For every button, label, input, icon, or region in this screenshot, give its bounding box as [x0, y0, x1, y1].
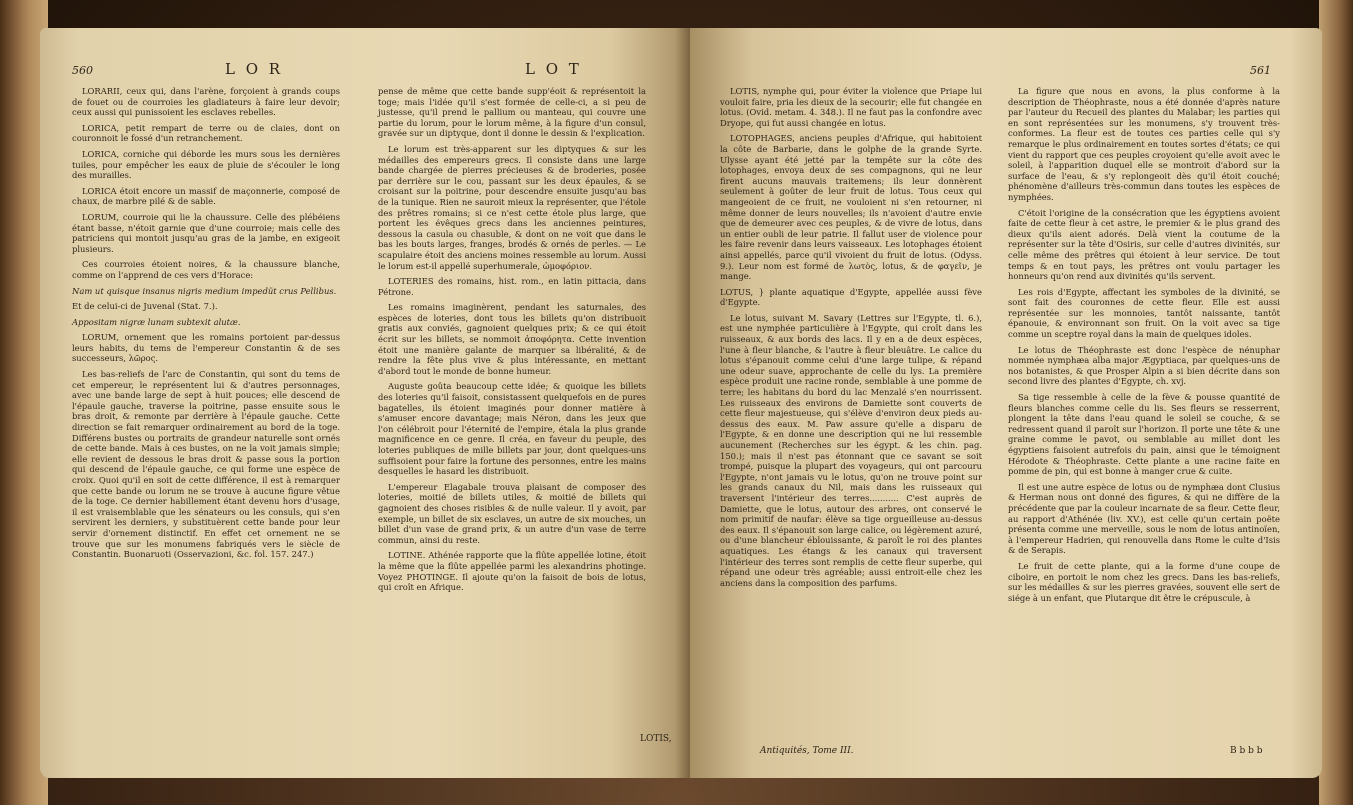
paragraph: Ces courroies étoient noires, & la chaussure blanche, comme on l'apprend de ces vers d'Horace:	[72, 259, 340, 280]
paragraph: Le lotus, suivant M. Savary (Lettres sur l'Egypte, tl. 6.), est une nymphée particulière à l'Egypte, qui croît dans les ruisseaux, & aux bords des lacs. Il y en a de deux espèces, l'une à fleur blanche, & l'autre à fleur bleuâtre. Le calice du lotus s'épanouit comme celui d'une large tulipe, & répand une odeur suave, approchante de celle du lys. La première espèce produit une racine ronde, semblable à une pomme de terre; les habitans du bord du lac Menzalé s'en nourrissent. Les ruisseaux des environs de Damiette sont couverts de cette fleur majestueuse, qui s'élève d'environ deux pieds au-dessus des eaux. M. Paw assure qu'elle a disparu de l'Egypte, & en donne une description qui ne lui ressemble aucunement (Recherches sur les égypt. & les chin. pag. 150.); mais il n'est pas étonnant que ce savant se soit trompé, puisque la plupart des voyageurs, qui ont parcouru l'Egypte, n'ont jamais vu le lotus, qu'on ne trouve point sur les grands canaux du Nil, mais dans les ruisseaux qui traversent l'intérieur des terres........... C'est auprès de Damiette, que le lotus, autour des arbres, ont conservé le nom primitif de naufar: élève sa tige orgueilleuse au-dessus des eaux. Il s'épanouit son large calice, ou légèrement azuré, ou d'une blancheur éblouissante, & paroît le roi des plantes aquatiques. Les étangs & les canaux qui traversent l'intérieur des terres sont remplis de cette fleur superbe, qui répand une odeur très agréable; aussi entroit-elle chez les anciens dans la composition des parfums.	[720, 312, 982, 588]
left-running-head-right: L O T	[525, 60, 582, 78]
left-page-number: 560	[72, 64, 93, 77]
paragraph: C'étoit l'origine de la consécration que les égyptiens avoient faite de cette fleur à cet astre, le premier & le plus grand des dieux qu'ils aient adorés. Delà vient la coutume de la représenter sur la tête d'Osiris, sur celle d'autres divinités, sur celle même des prêtres qui étoient à leur service. De tout temps & en tout pays, les prêtres ont voulu partager les honneurs qu'on rend aux divinités qu'ils servent.	[1008, 207, 1280, 282]
paragraph: Les rois d'Egypte, affectant les symboles de la divinité, se sont fait des couronnes de cette fleur. Elle est aussi représentée sur les monnoies, tantôt naissante, tantôt épanouie, & environnant son fruit. On la voit avec sa tige comme un sceptre royal dans la main de quelques idoles.	[1008, 286, 1280, 340]
paragraph: Sa tige ressemble à celle de la fève & pousse quantité de fleurs blanches comme celle du lis. Ses fleurs se resserrent, plongent la tête dans l'eau quand le soleil se couche, & se redressent quand il paroît sur l'horizon. Il porte une tête & une graine comme le pavot, ou semblable au millet dont les égyptiens faisoient autrefois du pain, ainsi que le témoignent Hérodote & Théophraste. Cette plante a une racine faite en pomme de pin, qui est bonne à manger crue & cuite.	[1008, 392, 1280, 477]
right-catchword: B b b b	[1230, 746, 1263, 756]
paragraph: LORARII, ceux qui, dans l'arène, forçoient à grands coups de fouet ou de courroies les gladiateurs à faire leur devoir; ceux aussi qui punissoient les esclaves rebelles.	[72, 86, 340, 118]
left-catchword: LOTIS,	[640, 734, 672, 744]
signature-line: Antiquités, Tome III.	[760, 746, 854, 756]
quotation: Nam ut quisque insanus nigris medium impedüt crus Pellibus.	[72, 285, 337, 296]
paragraph: LOTUS, } plante aquatique d'Egypte, appellée aussi fève d'Egypte.	[720, 286, 982, 308]
paragraph: LOTERIES des romains, hist. rom., en latin pittacia, dans Pétrone.	[378, 276, 646, 297]
right-column-1	[720, 86, 982, 593]
paragraph: Le fruit de cette plante, qui a la forme d'une coupe de ciboire, en portoit le nom chez les grecs. Dans les bas-reliefs, sur les médailles & sur les pierres gravées, souvent elle sert de siége à un enfant, que Plutarque dit être le crépuscule, à	[1008, 560, 1280, 603]
paragraph: LORUM, ornement que les romains portoient par-dessus leurs habits, du tems de l'empereur Constantin & de ses successeurs, λῶρος.	[72, 332, 340, 364]
right-column-2	[1008, 86, 1280, 608]
left-running-head: L O R	[225, 60, 284, 78]
paragraph: Auguste goûta beaucoup cette idée; & quoique les billets des loteries qu'il faisoit, consistassent quelquefois en de pures bagatelles, ils étoient imaginés pour donner matière à s'amuser encore davantage; mais Néron, dans les jeux que l'on célébroit pour l'éternité de l'empire, étala la plus grande magnificence en ce genre. Il créa, en faveur du peuple, des loteries publiques de mille billets par jour, dont quelques-uns suffisoient pour faire la fortune des personnes, entre les mains desquelles le hasard les distribuoit.	[378, 381, 646, 477]
paragraph: Les bas-reliefs de l'arc de Constantin, qui sont du tems de cet empereur, le représentent lui & d'autres personnages, avec une bande large de sept à huit pouces; elle descend de l'épaule gauche, traverse la poitrine, passe ensuite sous le bras droit, & remonte par derrière à l'épaule gauche. Cette direction se fait remarquer ordinairement au bord de la toge. Différens bustes ou portraits de grandeur naturelle sont ornés de cette bande. Mais à ces bustes, on ne la voit jamais simple; elle revient de dessous le bras droit & passe sous la portion qui descend de l'épaule gauche, ce qui forme une espèce de croix. Quoi qu'il en soit de cette différence, il est à remarquer que cette bande ou lorum ne se trouve à aucune figure vêtue de la toge. Ce dernier habillement étant devenu hors d'usage, il est vraisemblable que les sénateurs ou les consuls, qui s'en servirent les derniers, y substituèrent cette bande pour leur servir d'ornement distinctif. En effet cet ornement ne se trouve que sur les monumens fabriqués vers le siècle de Constantin. Buonaruoti (Osservazioni, &c. fol. 157. 247.)	[72, 369, 340, 560]
paragraph: LORICA, corniche qui déborde les murs sous les dernières tuiles, pour empêcher les eaux de pluie de s'écouler le long des murailles.	[72, 148, 340, 181]
paragraph: pense de même que cette bande supp'éoit & représentoit la toge; mais l'idée qu'il s'est formée de celle-ci, a si peu de justesse, qu'il prend le pallium ou manteau, qui couvre une partie du lorum, pour le lorum même, à la figure d'un consul, gravée sur un diptyque, dont il donne le dessin & l'explication.	[378, 86, 646, 139]
paragraph: LOTINE. Athénée rapporte que la flûte appellée lotine, étoit la même que la flûte appellée parmi les alexandrins photinge. Voyez PHOTINGE. Il ajoute qu'on la faisoit de bois de lotus, qui croît en Afrique.	[378, 550, 646, 593]
paragraph: LORICA, petit rempart de terre ou de claies, dont on couronnoit le fossé d'un retranchement.	[72, 122, 340, 144]
right-page-number: 561	[1250, 64, 1271, 77]
paragraph: LOTIS, nymphe qui, pour éviter la violence que Priape lui vouloit faire, pria les dieux de la secourir; elle fut changée en lotus. (Ovid. metam. 4. 348.). Il ne faut pas la confondre avec Dryope, qui fut aussi changée en lotus.	[720, 86, 982, 128]
paragraph: Il est une autre espèce de lotus ou de nymphæa dont Clusius & Herman nous ont donné des figures, & qui ne diffère de la précédente que par la couleur incarnate de sa fleur. Cette fleur, au rapport d'Athénée (liv. XV.), est celle qu'un certain poëte présenta comme une merveille, sous le nom de lotus antinoïen, à l'empereur Hadrien, qui renouvella dans Rome le culte d'Isis & de Serapis.	[1008, 481, 1280, 556]
paragraph: Les romains imaginèrent, pendant les saturnales, des espèces de loteries, dont tous les billets qu'on distribuoit gratis aux conviés, gagnoient quelques prix; & ce qui étoit écrit sur les billets, se nommoit ἀποφόρητα. Cette invention étoit une manière galante de marquer sa libéralité, & de rendre la fête plus vive & plus intéressante, en mettant d'abord tout le monde de bonne humeur.	[378, 302, 646, 376]
paragraph: Et de celui-ci de Juvenal (Stat. 7.).	[72, 301, 218, 312]
paragraph: L'empereur Elagabale trouva plaisant de composer des loteries, moitié de billets utiles, & moitié de billets qui gagnoient des choses risibles & de nulle valeur. Il y avoit, par exemple, un billet de six esclaves, un autre de six mouches, un billet d'un vase de grand prix, & un autre d'un vase de terre commun, ainsi du reste.	[378, 481, 646, 545]
paragraph: LORICA étoit encore un massif de maçonnerie, composé de chaux, de marbre pilé & de sable.	[72, 185, 340, 207]
paragraph: Le lotus de Théophraste est donc l'espèce de nénuphar nommée nymphæa alba major Ægyptiaca, par quelques-uns de nos botanistes, & que Prosper Alpin a si bien décrite dans son second livre des plantes d'Egypte, ch. xvj.	[1008, 344, 1280, 387]
paragraph: La figure que nous en avons, la plus conforme à la description de Théophraste, nous a été donnée d'après nature par l'auteur du Recueil des plantes du Malabar; les parties qui en sont représentées sur les monumens, s'y trouvent très-conformes. La fleur est de toutes ces parties celle qui s'y remarque le plus ordinairement en toutes sortes d'états; ce qui vient du rapport que ces peuples croyoient qu'elle avoit avec le soleil, à l'apparition duquel elle se montroit d'abord sur la surface de l'eau, & s'y replongeoit dès qu'il étoit couché; phénomène d'ailleurs très-commun dans toutes les espèces de nymphées.	[1008, 86, 1280, 202]
paragraph: LORUM, courroie qui lie la chaussure. Celle des plébéiens étant basse, n'étoit garnie que d'une courroie; mais celle des patriciens qui montoit jusqu'au gras de la jambe, en exigeoit plusieurs.	[72, 211, 340, 254]
left-page	[40, 28, 690, 778]
quotation: Appositam nigræ lunam subtexit alutæ.	[72, 316, 241, 327]
right-page	[690, 28, 1322, 778]
left-column-2	[378, 86, 646, 598]
right-book-edge	[1319, 0, 1353, 805]
paragraph: Le lorum est très-apparent sur les diptyques & sur les médailles des empereurs grecs. Il consiste dans une large bande chargée de pierres précieuses & de broderies, posée par derrière sur le cou, passant sur les deux épaules, & se croisant sur la poitrine, pour descendre ensuite jusqu'au bas de la tunique. Rien ne sauroit mieux la représenter, que l'étole des prêtres romains; si ce n'est cette étole plus large, que portent les évêques grecs dans les anciennes peintures, dessous la casula ou chasuble, & dont on ne voit que dans le bas les bouts larges, franges, brodés & ornés de perles. — Le scapulaire étoit des anciens moines ressemble au lorum. Aussi le lorum est-il appellé superhumerale, ὠμοφόριον.	[378, 143, 646, 271]
left-column-1	[72, 86, 340, 565]
paragraph: LOTOPHAGES, anciens peuples d'Afrique, qui habitoient la côte de Barbarie, dans le golphe de la grande Syrte. Ulysse ayant été jetté par la tempête sur la côte des lotophages, envoya deux de ses compagnons, qui ne leur firent aucuns mauvais traitemens; ils leur donnèrent seulement à goûter de leur fruit de lotus. Tous ceux qui mangeoient de ce fruit, ne vouloient ni s'en retourner, ni même donner de leurs nouvelles; ils n'avoient d'autre envie que de demeurer avec ces peuples, & de vivre de lotus, dans un entier oubli de leur patrie. Il fallut user de violence pour les faire revenir dans leurs vaisseaux. Les lotophages étoient ainsi appellés, parce qu'il vivoient du fruit de lotus. (Odyss. 9.). Leur nom est formé de λωτὸς, lotus, & de φαγεῖν, je mange.	[720, 133, 982, 282]
